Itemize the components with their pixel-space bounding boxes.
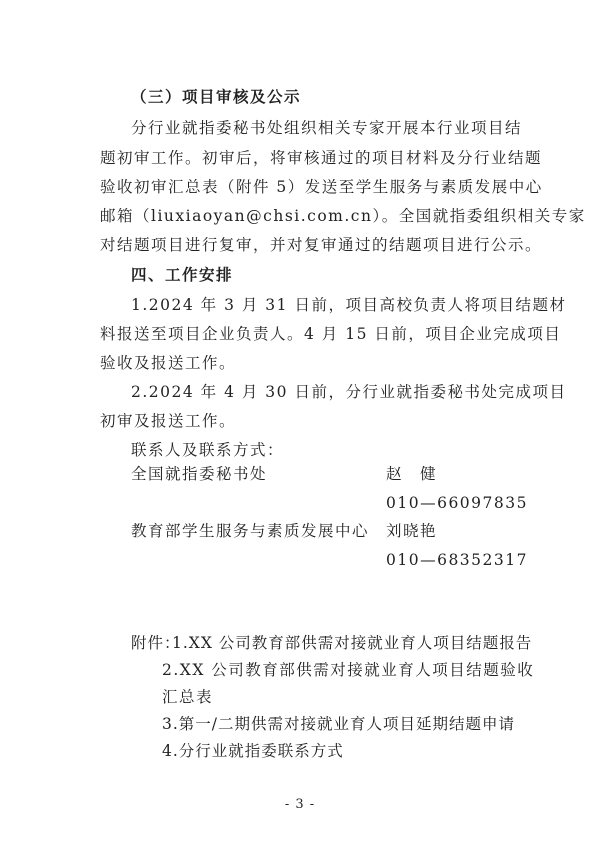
schedule-item-line: 料报送至项目企业负责人。4 月 15 日前，项目企业完成项目 (100, 325, 562, 343)
section3-paragraph-line: 题初审工作。初审后，将审核通过的项目材料及分行业结题 (100, 149, 543, 167)
section3-paragraph-line: 对结题项目进行复审，并对复审通过的结题项目进行公示。 (100, 236, 543, 254)
contact-org: 全国就指委秘书处 (131, 465, 268, 483)
contact-name: 赵 健 (386, 465, 438, 483)
schedule-item-line: 初审及报送工作。 (100, 412, 237, 430)
contact-org: 教育部学生服务与素质发展中心 (131, 522, 370, 540)
contact-name: 刘晓艳 (386, 522, 438, 540)
section3-paragraph-line: 验收初审汇总表（附件 5）发送至学生服务与素质发展中心 (100, 178, 543, 196)
section3-paragraph-line: 邮箱（liuxiaoyan@chsi.com.cn）。全国就指委组织相关专家 (100, 207, 586, 225)
page-number: - 3 - (284, 797, 316, 812)
contacts-label: 联系人及联系方式： (131, 441, 285, 459)
attachment-item: 2.XX 公司教育部供需对接就业育人项目结题验收 (162, 661, 535, 679)
attachment-item: 4.分行业就指委联系方式 (162, 742, 344, 760)
schedule-item-line: 1.2024 年 3 月 31 日前，项目高校负责人将项目结题材 (131, 296, 567, 314)
contact-phone: 010—66097835 (386, 494, 528, 512)
schedule-item-line: 2.2024 年 4 月 30 日前，分行业就指委秘书处完成项目 (131, 383, 567, 401)
section4-heading: 四、工作安排 (131, 265, 234, 284)
schedule-item-line: 验收及报送工作。 (100, 354, 237, 372)
contact-phone: 010—68352317 (386, 551, 528, 569)
section3-paragraph-line: 分行业就指委秘书处组织相关专家开展本行业项目结 (131, 119, 523, 137)
attachments-label: 附件： (131, 634, 181, 652)
attachment-item: 3.第一/二期供需对接就业育人项目延期结题申请 (162, 715, 516, 733)
section3-heading: （三）项目审核及公示 (131, 87, 302, 106)
attachment-item: 1.XX 公司教育部供需对接就业育人项目结题报告 (172, 634, 533, 652)
attachment-item: 汇总表 (162, 688, 214, 706)
